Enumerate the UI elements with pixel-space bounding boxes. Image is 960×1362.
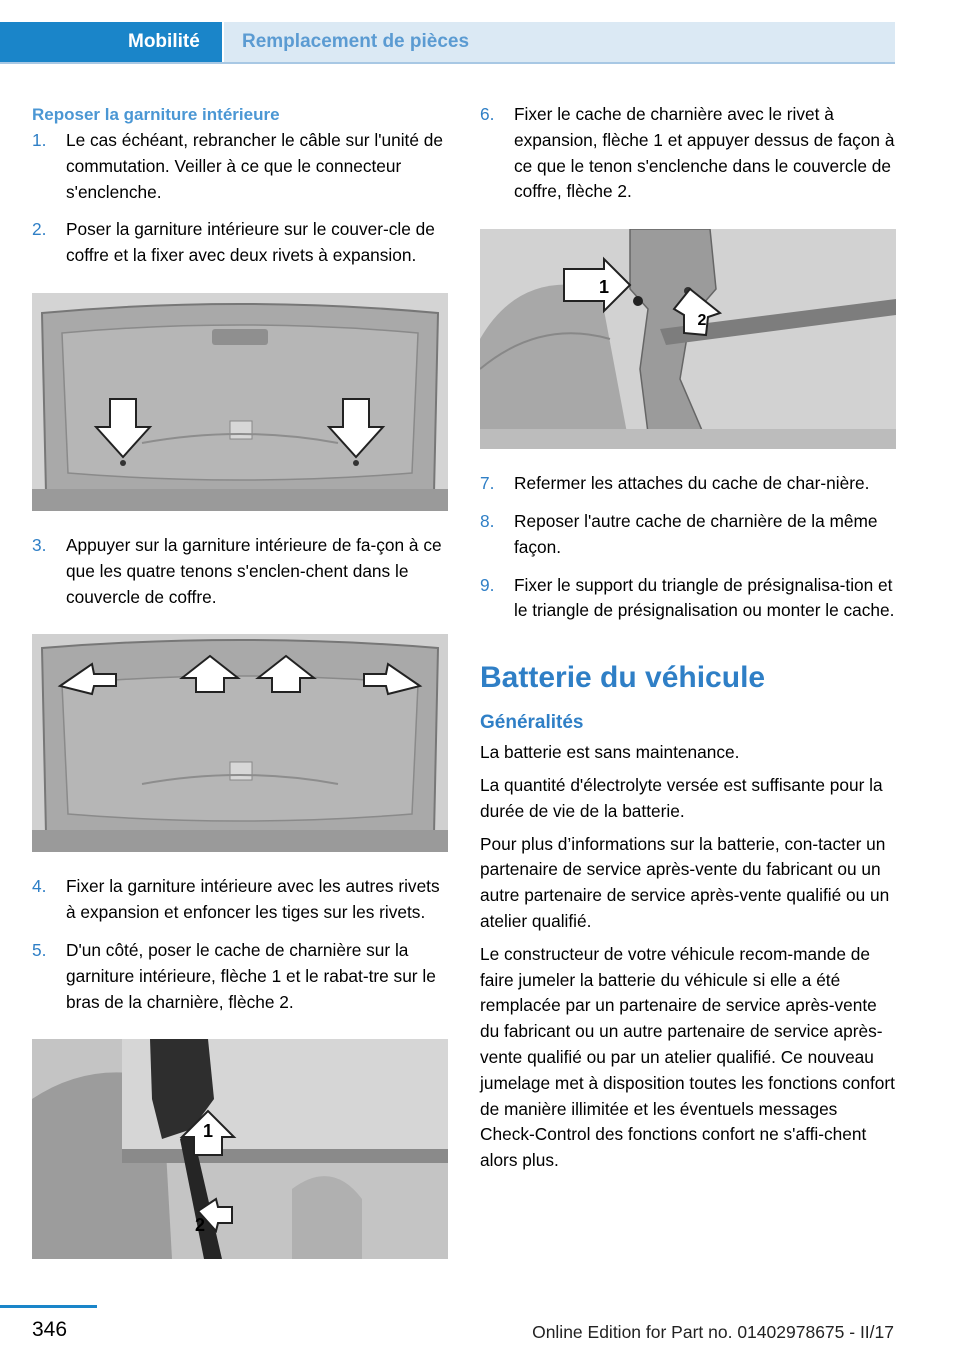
trunk-lid-illustration-1 (32, 293, 448, 511)
step-number: 1. (32, 130, 47, 150)
arrow-label-2: 2 (697, 312, 707, 330)
step-text: Refermer les attaches du cache de char‐nière. (514, 473, 870, 494)
step-text: Poser la garniture intérieure sur le couver‐cle de coffre et la fixer avec deux rivets à expansion. (66, 219, 435, 266)
paragraph: Le constructeur de votre véhicule recom‐mande de faire jumeler la batterie du véhicule si elle a été remplacée par un partenaire de service après-vente du fabricant ou un autre partenaire de service après-vente qualifié ou par un atelier qualifié. Ce nouveau jumelage met à disposition toutes les fonctions confort de manière illimitée et les éventuels messages Check-Control des fonctions confort ne s'affi‐chent alors plus. (480, 943, 895, 1171)
step-text: Appuyer sur la garniture intérieure de fa‐çon à ce que les quatre tenons s'enclen‐chent dans le couvercle de coffre. (66, 534, 442, 607)
step-number: 7. (480, 473, 495, 494)
step-8 (480, 509, 896, 561)
step-3 (32, 533, 448, 610)
page-number: 346 (32, 1318, 68, 1341)
step-text: Fixer la garniture intérieure avec les autres rivets à expansion et enfoncer les tiges sur les rivets. (66, 876, 440, 923)
footer-rule (0, 1305, 97, 1308)
paragraph: La quantité d'électrolyte versée est suffisante pour la durée de vie de la batterie. (480, 774, 883, 821)
edition-note: Online Edition for Part no. 01402978675 - II/17 (532, 1322, 894, 1342)
step-number: 8. (480, 510, 495, 531)
step-9 (480, 573, 896, 625)
step-4 (32, 874, 448, 926)
section-title-battery: Batterie du véhicule (480, 661, 766, 695)
step-7 (480, 471, 896, 497)
chapter-title: Mobilité (128, 31, 200, 52)
right-column (480, 102, 896, 1181)
subheading-reposer: Reposer la garniture intérieure (32, 105, 280, 124)
arrow-label-1: 1 (598, 277, 610, 298)
step-number: 3. (32, 534, 47, 555)
step-text: Le cas échéant, rebrancher le câble sur l'unité de commutation. Veiller à ce que le connecteur s'enclenche. (66, 130, 443, 202)
figure-trim-tenons (32, 634, 448, 852)
paragraph: Pour plus d’informations sur la batterie, con‐tacter un partenaire de service après-vente du fabricant ou un autre partenaire de service après-vente qualifié ou un atelier qualifié. (480, 833, 890, 931)
hinge-illustration-1 (32, 1039, 448, 1259)
hinge-illustration-2 (480, 229, 896, 449)
arrow-label-2: 2 (194, 1215, 206, 1236)
section-title: Remplacement de pièces (242, 31, 470, 52)
left-column (32, 102, 448, 1281)
subheading-generalites: Généralités (480, 712, 584, 734)
page-header (0, 22, 895, 62)
step-text: Fixer le cache de charnière avec le rivet à expansion, flèche 1 et appuyer dessus de façon à ce que le tenon s'enclenche dans le couvercle de coffre, flèche 2. (514, 104, 895, 202)
chapter-tab (0, 22, 222, 62)
step-1 (32, 128, 448, 205)
step-number: 5. (32, 939, 47, 960)
step-text: Reposer l'autre cache de charnière de la même façon. (514, 510, 878, 557)
step-number: 9. (480, 574, 495, 595)
step-2 (32, 217, 448, 269)
step-number: 4. (32, 876, 47, 897)
figure-hinge-rivet (480, 229, 896, 449)
step-5 (32, 938, 448, 1015)
step-number: 6. (480, 104, 495, 124)
step-text: Fixer le support du triangle de présignalisa‐tion et le triangle de présignalisation ou monter le cache. (514, 574, 895, 621)
step-6 (480, 102, 896, 205)
header-rule (0, 62, 895, 64)
figure-trim-rivets (32, 293, 448, 511)
figure-hinge-cover (32, 1039, 448, 1259)
step-number: 2. (32, 219, 47, 240)
trunk-lid-illustration-2 (32, 634, 448, 852)
paragraph: La batterie est sans maintenance. (480, 742, 740, 763)
arrow-label-1: 1 (202, 1121, 214, 1142)
section-tab (224, 22, 895, 62)
step-text: D'un côté, poser le cache de charnière sur la garniture intérieure, flèche 1 et le rabat‐tre sur le bras de la charnière, flèche 2. (66, 939, 436, 1012)
